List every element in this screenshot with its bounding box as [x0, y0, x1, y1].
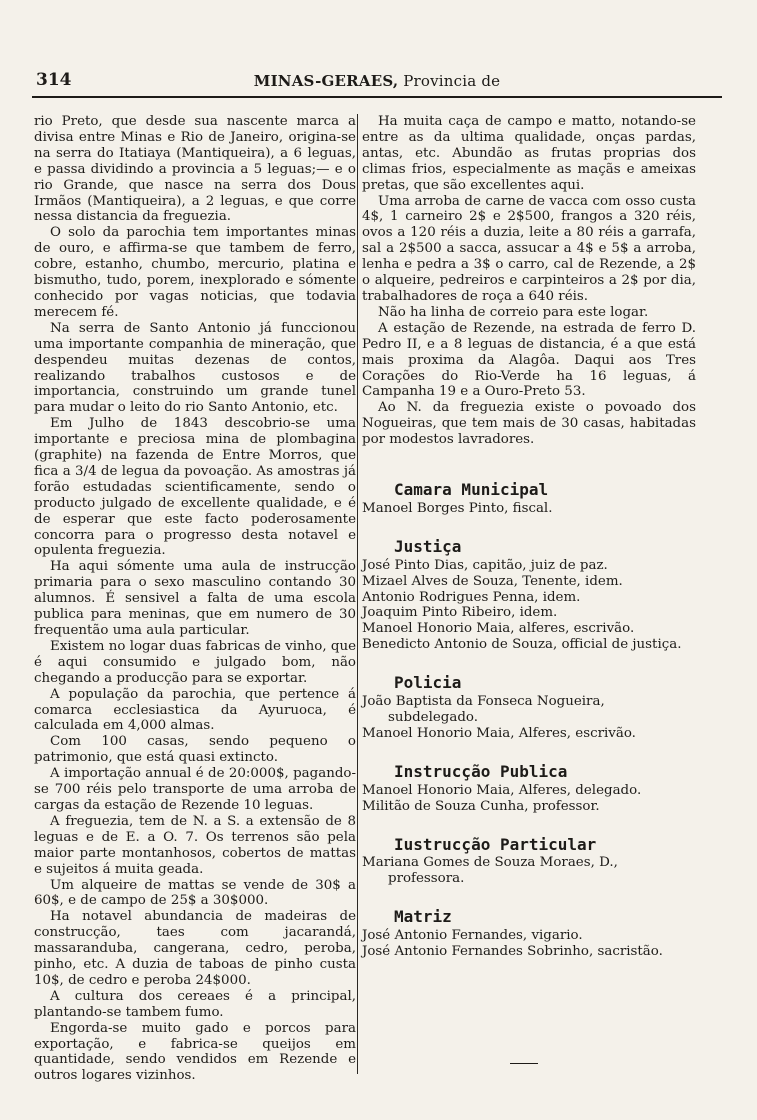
list-item: Joaquim Pinto Ribeiro, idem. — [362, 605, 558, 621]
section-title-instrucao-publica: Instrucção Publica — [394, 761, 568, 781]
left-column — [34, 114, 356, 1084]
paragraph: Uma arroba de carne de vacca com osso custa 4$, 1 carneiro 2$ e 2$500, frangos a 320 réis, ovos a 120 réis a duzia, leite a 80 réis a garrafa, sal a 2$500 a sacca, assucar a 4$ e 5$ a arroba, lenha e pedra a 3$ o carro, cal de Rezende, a 2$ o alqueire, pedreiros e carpinteiros a 2$ por dia, trabalhadores de roça a 640 réis. — [362, 193, 696, 304]
paragraph: A estação de Rezende, na estrada de ferro D. Pedro II, e a 8 leguas de distancia, é a que está mais proxima da Alagôa. Daqui aos Tres Corações do Rio-Verde ha 16 leguas, á Campanha 19 e a Ouro-Preto 53. — [362, 320, 696, 400]
paragraph: Em Julho de 1843 descobrio-se uma importante e preciosa mina de plombagina (graphite) na fazenda de Entre Morros, que fica a 3/4 de legua da povoação. As amostras já forão estudadas scientificamente, sendo o producto julgado de excellente qualidade, e é de esperar que este facto poderosamente concorra para o progresso desta notavel e opulenta freguezia. — [34, 416, 356, 559]
paragraph: Não ha linha de correio para este logar. — [378, 304, 649, 320]
paragraph: A importação annual é de 20:000$, pagando-se 700 réis pelo transporte de uma arroba de cargas da estação de Rezende 10 leguas. — [34, 766, 356, 813]
paragraph: Um alqueire de mattas se vende de 30$ a 60$, e de campo de 25$ a 30$000. — [34, 877, 356, 909]
list-item: Antonio Rodrigues Penna, idem. — [362, 589, 581, 605]
paragraph: Ha aqui sómente uma aula de instrucção primaria para o sexo masculino contando 30 alumnos. É sensivel a falta de uma escola publica para meninas, que em numero de 30 frequentão uma aula particular. — [34, 559, 356, 638]
paragraph: O solo da parochia tem importantes minas de ouro, e affirma-se que tambem de ferro, cobre, estanho, chumbo, mercurio, platina e bismutho, tudo, porem, inexplorado e sómente conhecido por vagas noticias, que todavia merecem fé. — [34, 225, 356, 320]
header-rule — [32, 96, 722, 98]
running-head — [32, 72, 722, 90]
column-divider — [357, 114, 358, 1074]
section-title-matriz: Matriz — [394, 907, 452, 927]
section-title-justica: Justiça — [394, 536, 462, 556]
list-item: Militão de Souza Cunha, professor. — [362, 798, 600, 814]
paragraph: Ao N. da freguezia existe o povoado dos Nogueiras, que tem mais de 30 casas, habitadas por modestos lavradores. — [362, 400, 696, 448]
list-item: José Pinto Dias, capitão, juiz de paz. — [362, 557, 608, 573]
running-head-subtitle: Provincia de — [403, 72, 501, 90]
section-title-policia: Policia — [394, 673, 462, 693]
section-title-instrucao-particular: Iustrucção Particular — [394, 834, 597, 854]
list-item: Manoel Borges Pinto, fiscal. — [362, 500, 553, 516]
page-number: 314 — [36, 70, 72, 90]
paragraph: rio Preto, que desde sua nascente marca a divisa entre Minas e Rio de Janeiro, origina-se na serra do Itatiaya (Mantiqueira), a 6 leguas, e passa dividindo a provincia a 5 leguas;— e o rio Grande, que nasce na serra dos Dous Irmãos (Mantiqueira), a 2 leguas, e que corre nessa distancia da freguezia. — [34, 114, 356, 225]
end-rule — [510, 1063, 538, 1064]
paragraph: Na serra de Santo Antonio já funccionou uma importante companhia de mineração, que despendeu muitas dezenas de contos, realizando trabalhos custosos e de importancia, construindo um grande tunel para mudar o leito do rio Santo Antonio, etc. — [34, 320, 356, 416]
list-item: Manoel Honorio Maia, Alferes, delegado. — [362, 782, 642, 798]
list-item: José Antonio Fernandes, vigario. — [362, 928, 583, 944]
list-item: Benedicto Antonio de Souza, official de justiça. — [362, 637, 682, 653]
paragraph: Ha notavel abundancia de madeiras de construcção, taes com jacarandá, massaranduba, cangerana, cedro, peroba, pinho, etc. A duzia de taboas de pinho custa 10$, de cedro e peroba 24$000. — [34, 909, 356, 988]
paragraph: Engorda-se muito gado e porcos para exportação, e fabrica-se queijos em quantidade, sendo vendidos em Rezende e outros logares vizinhos. — [34, 1020, 356, 1084]
right-column — [362, 114, 696, 960]
running-head-title: MINAS-GERAES, — [253, 72, 399, 90]
paragraph: A freguezia, tem de N. a S. a extensão de 8 leguas e de E. a O. 7. Os terrenos são pela maior parte montanhosos, cobertos de mattas e sujeitos á muita geada. — [34, 813, 356, 877]
list-item: Manoel Honorio Maia, Alferes, escrivão. — [362, 725, 636, 741]
paragraph: A população da parochia, que pertence á comarca ecclesiastica da Ayuruoca, é calculada em 4,000 almas. — [34, 686, 356, 734]
paragraph: Ha muita caça de campo e matto, notando-se entre as da ultima qualidade, onças pardas, antas, etc. Abundão as frutas proprias dos climas frios, especialmente as maçãs e ameixas pretas, que são excellentes aqui. — [362, 114, 696, 193]
list-item: Mariana Gomes de Souza Moraes, D., professora. — [362, 855, 618, 887]
page-header — [32, 70, 722, 92]
paragraph: Com 100 casas, sendo pequeno o patrimonio, que está quasi extincto. — [34, 734, 356, 766]
list-item: Manoel Honorio Maia, alferes, escrivão. — [362, 621, 635, 637]
paragraph: A cultura dos cereaes é a principal, plantando-se tambem fumo. — [34, 988, 356, 1020]
list-item: Mizael Alves de Souza, Tenente, idem. — [362, 573, 623, 589]
list-item: José Antonio Fernandes Sobrinho, sacristão. — [362, 944, 663, 960]
section-title-camara: Camara Municipal — [394, 480, 549, 500]
list-item: João Baptista da Fonseca Nogueira, subdelegado. — [362, 694, 605, 725]
paragraph: Existem no logar duas fabricas de vinho, que é aqui consumido e julgado bom, não chegando a producção para se exportar. — [34, 638, 356, 686]
